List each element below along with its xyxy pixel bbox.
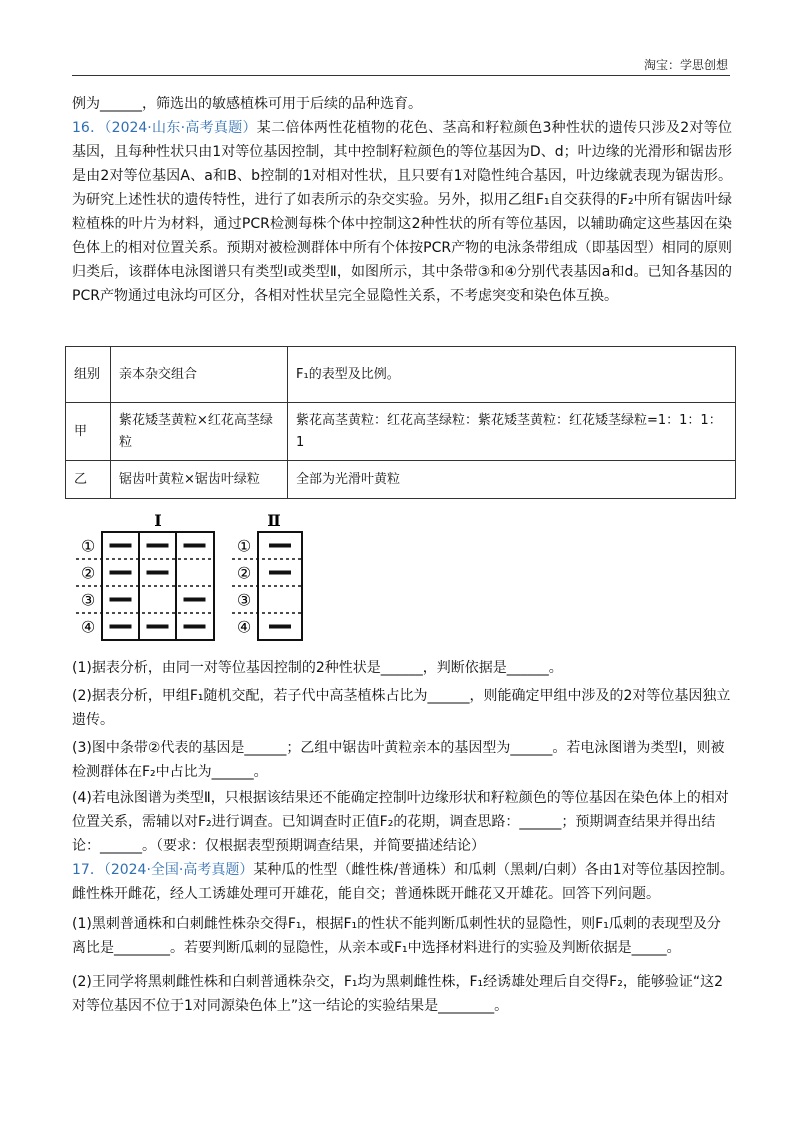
q16-number: 16．: [72, 120, 105, 136]
gel-lane-label: ④: [236, 617, 252, 637]
q16-text: 某二倍体两性花植物的花色、茎高和籽粒颜色3种性状的遗传只涉及2对等位基因，且每种性状只由1对等位基因控制，其中控制籽粒颜色的等位基因为D、d；叶边缘的光滑形和锯齿形是由2对等位基因A、a和B、b控制的1对相对性状，且只要有1对隐性纯合基因，叶边缘就表现为锯齿形。为研究上述性状的遗传特性，进行了如表所示的杂交实验。另外，拟用乙组F₁自交获得的F₂中所有锯齿叶绿粒植株的叶片为材料，通过PCR检测每株个体中控制这2种性状的所有等位基因，以辅助确定这些基因在染色体上的相对位置关系。预期对被检测群体中所有个体按PCR产物的电泳条带组成（即基因型）相同的原则归类后，该群体电泳图谱只有类型Ⅰ或类型Ⅱ，如图所示，其中条带③和④分别代表基因a和d。已知各基因的PCR产物通过电泳均可区分，各相对性状呈完全显隐性关系，不考虑突变和染色体互换。: [72, 120, 733, 304]
row-f1: 全部为光滑叶黄粒: [288, 461, 736, 499]
row-group: 甲: [66, 403, 111, 461]
q17-source: （2024·全国·高考真题）: [103, 862, 254, 878]
table-row: [66, 403, 736, 461]
q16-sub-1: (1)据表分析，由同一对等位基因控制的2种性状是______，判断依据是______。: [72, 660, 563, 676]
gel-lane-label: ①: [236, 536, 252, 556]
gel-lane-label: ②: [236, 563, 252, 583]
cross-table: [65, 346, 736, 499]
gel-lane-label: ②: [80, 563, 96, 583]
q16-sub-2: (2)据表分析，甲组F₁随机交配，若子代中高茎植株占比为______，则能确定甲组中涉及的2对等位基因独立遗传。: [72, 688, 731, 728]
gel-type1-band: [147, 625, 169, 629]
header-divider: [72, 75, 730, 76]
q17-number: 17．: [72, 862, 104, 878]
q16-sub-3: (3)图中条带②代表的基因是______；乙组中锯齿叶黄粒亲本的基因型为______。若电泳图谱为类型Ⅰ，则被检测群体在F₂中占比为______。: [72, 740, 725, 780]
gel-lane-label: ④: [80, 617, 96, 637]
gel-type2-band: [269, 625, 291, 629]
gel-type2-label: Ⅱ: [267, 511, 281, 530]
question-16: [72, 116, 732, 308]
q17-sub-1: (1)黑刺普通株和白刺雌性株杂交得F₁，根据F₁的性状不能判断瓜刺性状的显隐性，则F₁瓜刺的表现型及分离比是________。若要判断瓜刺的显隐性，从亲本或F₁中选择材料进行的实验及判断依据是_____。: [72, 916, 721, 956]
gel-type1-band: [110, 544, 132, 548]
gel-lane-label: ①: [80, 536, 96, 556]
gel-type1-label: Ⅰ: [154, 511, 162, 530]
gel-lane-label: ③: [236, 590, 252, 610]
q16-source: （2024·山东·高考真题）: [104, 120, 257, 136]
q17-sub-2: (2)王同学将黑刺雌性株和白刺普通株杂交，F₁均为黑刺雌性株，F₁经诱雄处理后自交得F₂，能够验证“这2对等位基因不位于1对同源染色体上”这一结论的实验结果是________。: [72, 974, 723, 1014]
q17-text: 某种瓜的性型（雌性株/普通株）和瓜刺（黑刺/白刺）各由1对等位基因控制。雌性株开雌花，经人工诱雄处理可开雄花，能自交；普通株既开雌花又开雄花。回答下列问题。: [72, 862, 734, 902]
q16-sub-4: (4)若电泳图谱为类型Ⅱ，只根据该结果还不能确定控制叶边缘形状和籽粒颜色的等位基因在染色体上的相对位置关系，需辅以对F₂进行调查。已知调查时正值F₂的花期，调查思路：______；预期调查结果并得出结论：______。（要求：仅根据表型预期调查结果，并简要描述结论）: [72, 790, 729, 854]
row-f1: 紫花高茎黄粒：红花高茎绿粒：紫花矮茎黄粒：红花矮茎绿粒=1：1：1：1: [288, 403, 736, 461]
question-17: [72, 858, 734, 906]
electrophoresis-figure: [72, 508, 312, 648]
gel-type1-band: [184, 598, 206, 602]
row-cross: 紫花矮茎黄粒×红花高茎绿粒: [111, 403, 288, 461]
gel-type1-band: [184, 625, 206, 629]
gel-type1-band: [147, 571, 169, 575]
gel-type1-band: [110, 625, 132, 629]
gel-type2-band: [269, 571, 291, 575]
row-group: 乙: [66, 461, 111, 499]
table-header-row: [66, 347, 736, 403]
gel-type1-band: [110, 571, 132, 575]
intro-line: 例为______，筛选出的敏感植株可用于后续的品种选育。: [72, 96, 422, 112]
table-row: [66, 461, 736, 499]
header-group: 组别: [66, 347, 111, 403]
header-f1: F₁的表型及比例。: [288, 347, 736, 403]
gel-type1-band: [110, 598, 132, 602]
header-text: 淘宝：学思创想: [643, 58, 728, 72]
gel-type1-band: [147, 544, 169, 548]
row-cross: 锯齿叶黄粒×锯齿叶绿粒: [111, 461, 288, 499]
gel-lane-label: ③: [80, 590, 96, 610]
gel-type1-band: [184, 544, 206, 548]
header-cross: 亲本杂交组合: [111, 347, 288, 403]
gel-type2-band: [269, 544, 291, 548]
